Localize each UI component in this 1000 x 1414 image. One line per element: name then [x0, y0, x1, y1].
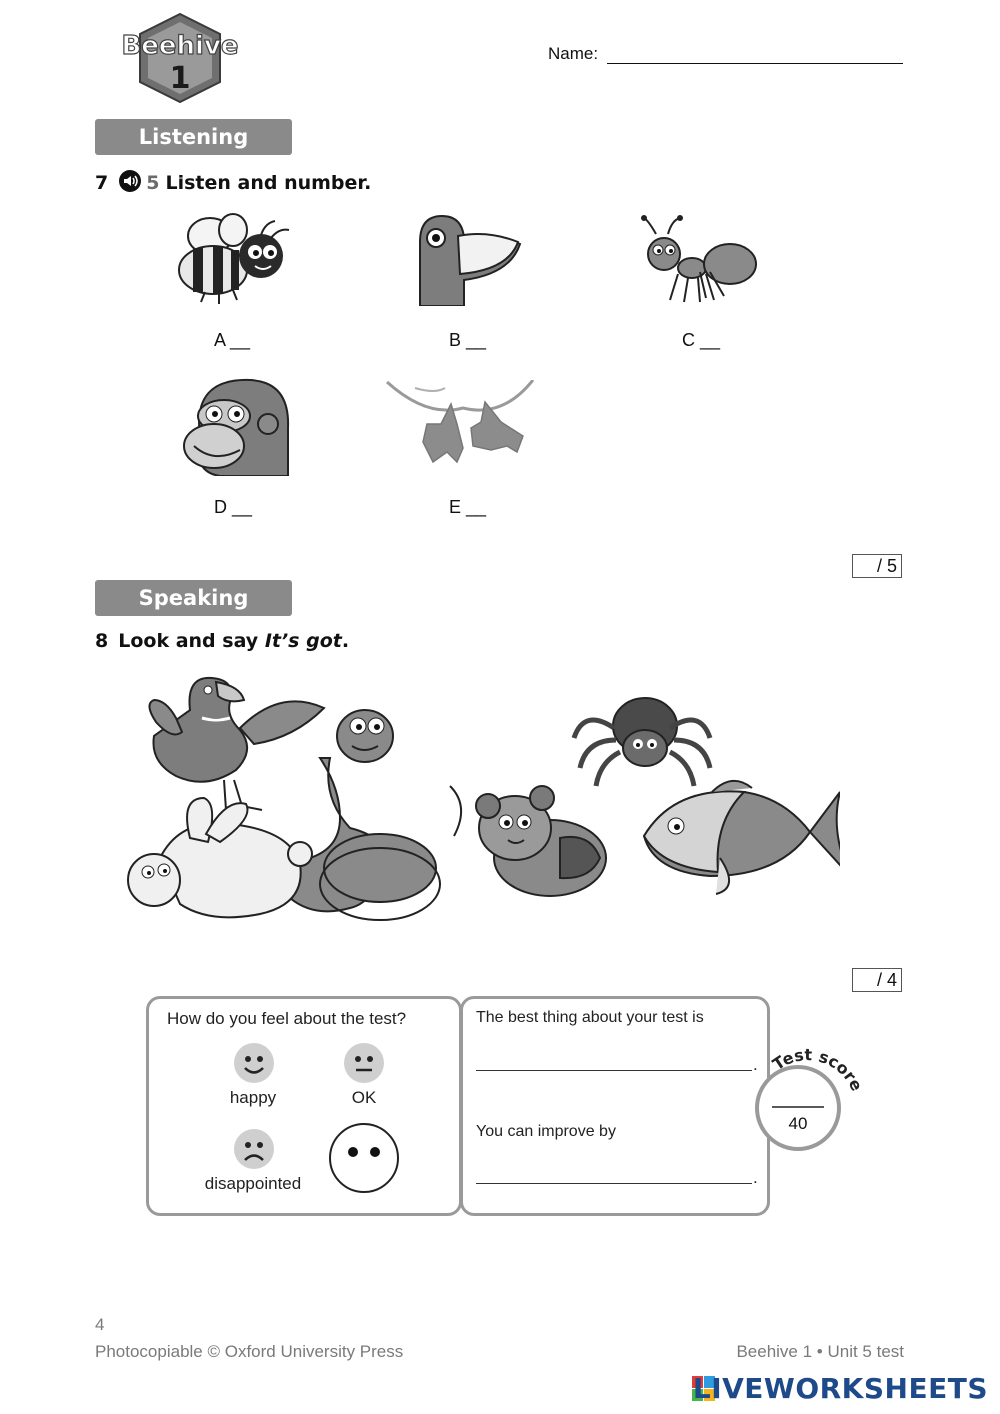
item-c-label: C __ — [682, 330, 721, 350]
best-thing-line[interactable] — [476, 1070, 752, 1071]
disappointed-label: disappointed — [204, 1174, 302, 1193]
task-instruction-end: . — [341, 630, 350, 652]
speaking-score-box[interactable]: / 4 — [852, 968, 902, 992]
unit-label: Beehive 1 • Unit 5 test — [736, 1342, 904, 1361]
item-d-label: D __ — [214, 497, 253, 517]
liveworksheets-brand[interactable]: LIVEWORKSHEETS — [692, 1372, 988, 1405]
item-e-label: E __ — [449, 497, 487, 517]
fish-illustration — [644, 781, 840, 894]
test-score-label: Test score — [769, 1045, 866, 1094]
listening-score-box[interactable]: / 5 — [852, 554, 902, 578]
task-number: 7 — [95, 172, 109, 194]
ok-label: OK — [351, 1088, 377, 1107]
task-7-title — [95, 169, 371, 198]
copyright: Photocopiable © Oxford University Press — [95, 1342, 404, 1361]
improve-prompt: You can improve by — [476, 1123, 616, 1140]
bee-picture — [175, 208, 295, 308]
improve-period: . — [753, 1168, 758, 1187]
test-score-total: 40 — [788, 1114, 808, 1133]
item-a-label: A __ — [214, 330, 251, 350]
duck-feet-picture — [385, 380, 535, 472]
hamster-illustration — [476, 786, 606, 896]
duck-head-picture — [412, 212, 524, 306]
spider-illustration — [574, 698, 710, 786]
logo-number: 1 — [169, 61, 191, 96]
listening-tab: Listening — [95, 119, 292, 155]
task-instruction: Listen and number. — [165, 172, 372, 194]
happy-face-icon[interactable] — [233, 1042, 275, 1089]
audio-icon[interactable] — [118, 169, 142, 198]
beehive-logo — [110, 12, 250, 104]
page-number: 4 — [95, 1315, 105, 1334]
task-number: 8 — [95, 630, 109, 652]
rabbit-illustration — [128, 798, 312, 917]
best-thing-period: . — [753, 1055, 758, 1074]
improve-line[interactable] — [476, 1183, 752, 1184]
task-instruction-italic: It’s got — [264, 630, 342, 652]
ant-picture — [640, 212, 760, 306]
duck-illustration — [149, 678, 324, 810]
sad-face-icon[interactable] — [233, 1128, 275, 1175]
happy-label: happy — [229, 1088, 277, 1107]
neutral-face-icon[interactable] — [343, 1042, 385, 1089]
speaking-tab: Speaking — [95, 580, 292, 616]
task-instruction: Look and say — [118, 630, 265, 652]
name-label: Name: — [548, 44, 599, 63]
task-8-title — [95, 630, 349, 652]
feelings-question: How do you feel about the test? — [167, 1009, 407, 1028]
speaking-animals-picture — [120, 668, 840, 938]
item-b-label: B __ — [449, 330, 487, 350]
logo-word: Beehive — [121, 31, 239, 61]
blank-face-icon[interactable] — [328, 1122, 400, 1199]
monkey-picture — [180, 376, 290, 476]
best-thing-prompt: The best thing about your test is — [476, 1009, 704, 1026]
snake-illustration — [288, 710, 462, 920]
track-number: 5 — [146, 172, 160, 194]
test-score-badge — [746, 1040, 866, 1156]
name-field[interactable] — [607, 63, 903, 64]
